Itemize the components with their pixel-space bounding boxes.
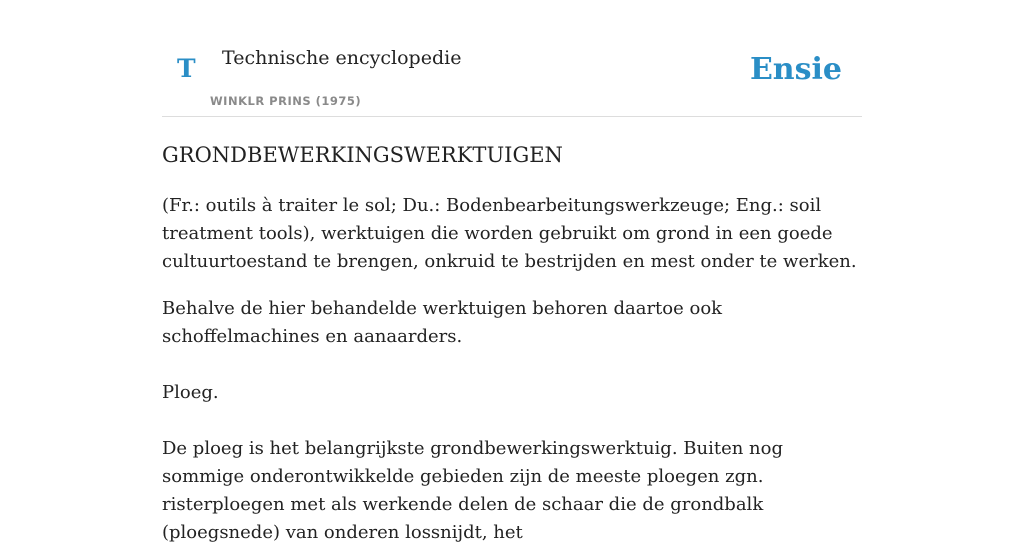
source-label: WINKLR PRINS (1975) (210, 94, 362, 108)
article-paragraph: De ploeg is het belangrijkste grondbewerkingswerktuig. Buiten nog sommige onderontwikkelde gebieden zijn de meeste ploegen zgn. risterploegen met als werkende delen de schaar die de grondbalk (ploegsnede) van onderen lossnijdt, het (162, 438, 783, 543)
brand-logo-link[interactable]: Ensie (749, 52, 842, 87)
article-paragraph: (Fr.: outils à traiter le sol; Du.: Bodenbearbeitungswerkzeuge; Eng.: soil treatment tools), werktuigen die worden gebruikt om grond in een goede cultuurtoestand te brengen, onkruid te bestrijden en mest onder te werken. (162, 195, 857, 272)
site-title[interactable]: Technische encyclopedie (222, 47, 462, 69)
article-paragraph: Ploeg. (162, 382, 219, 403)
site-logo-icon[interactable]: T (177, 54, 196, 83)
page-container (162, 0, 862, 543)
site-header (162, 0, 862, 117)
article-title: GRONDBEWERKINGSWERKTUIGEN (162, 143, 563, 167)
article-paragraph: Behalve de hier behandelde werktuigen behoren daartoe ook schoffelmachines en aanaarders. (162, 298, 723, 347)
